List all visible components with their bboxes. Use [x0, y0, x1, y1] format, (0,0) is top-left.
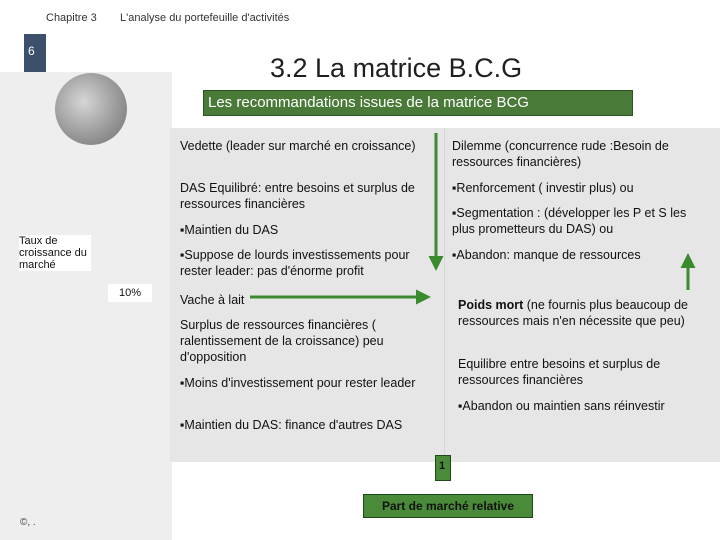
copyright-footer: ©, . — [20, 517, 36, 528]
vedette-title: Vedette — [180, 139, 223, 153]
poids-title-rest: (ne fournis plus beaucoup de ressources mais n'en nécessite que peu) — [458, 298, 688, 328]
vache-p3: ▪Maintien du DAS: finance d'autres DAS — [180, 418, 403, 432]
poids-title: Poids mort — [458, 298, 524, 312]
y-axis-label: Taux de croissance du marché — [19, 235, 91, 271]
x-axis-label: Part de marché relative — [381, 499, 515, 513]
slide-number: 6 — [28, 44, 35, 58]
chapter-label: Chapitre 3 — [46, 12, 97, 24]
banner-text: Les recommandations issues de la matrice BCG — [208, 94, 529, 111]
poids-p2: ▪Abandon ou maintien sans réinvestir — [458, 399, 665, 413]
vedette-p2: ▪Maintien du DAS — [180, 223, 279, 237]
x-axis-tick: 1 — [439, 460, 446, 472]
dilemme-title: Dilemme ( — [452, 139, 509, 153]
y-axis-tick: 10% — [108, 284, 152, 302]
dilemme-p2: ▪Segmentation : (développer les P et S les plus prometteurs du DAS) ou — [452, 206, 687, 236]
vedette-p1: DAS Equilibré: entre besoins et surplus de ressources financières — [180, 181, 415, 211]
vedette-title-rest: (leader sur marché en croissance) — [222, 139, 416, 153]
vache-p2: ▪Moins d'investissement pour rester leader — [180, 376, 416, 390]
poids-p1: Equilibre entre besoins et surplus de ressources financières — [458, 357, 661, 387]
vedette-p3: ▪Suppose de lourds investissements pour rester leader: pas d'énorme profit — [180, 248, 410, 278]
dilemme-p1: ▪Renforcement ( investir plus) ou — [452, 181, 634, 195]
chapter-subtitle: L'analyse du portefeuille d'activités — [120, 12, 290, 24]
dilemme-p3: ▪Abandon: manque de ressources — [452, 248, 641, 262]
vache-title: Vache à lait — [180, 293, 245, 307]
dilemme-title-rest: concurrence rude :Besoin de ressources financières) — [452, 139, 669, 169]
vache-p1: Surplus de ressources financières ( ralentissement de la croissance) peu d'opposition — [180, 318, 384, 364]
page-title: 3.2 La matrice B.C.G — [270, 53, 523, 83]
